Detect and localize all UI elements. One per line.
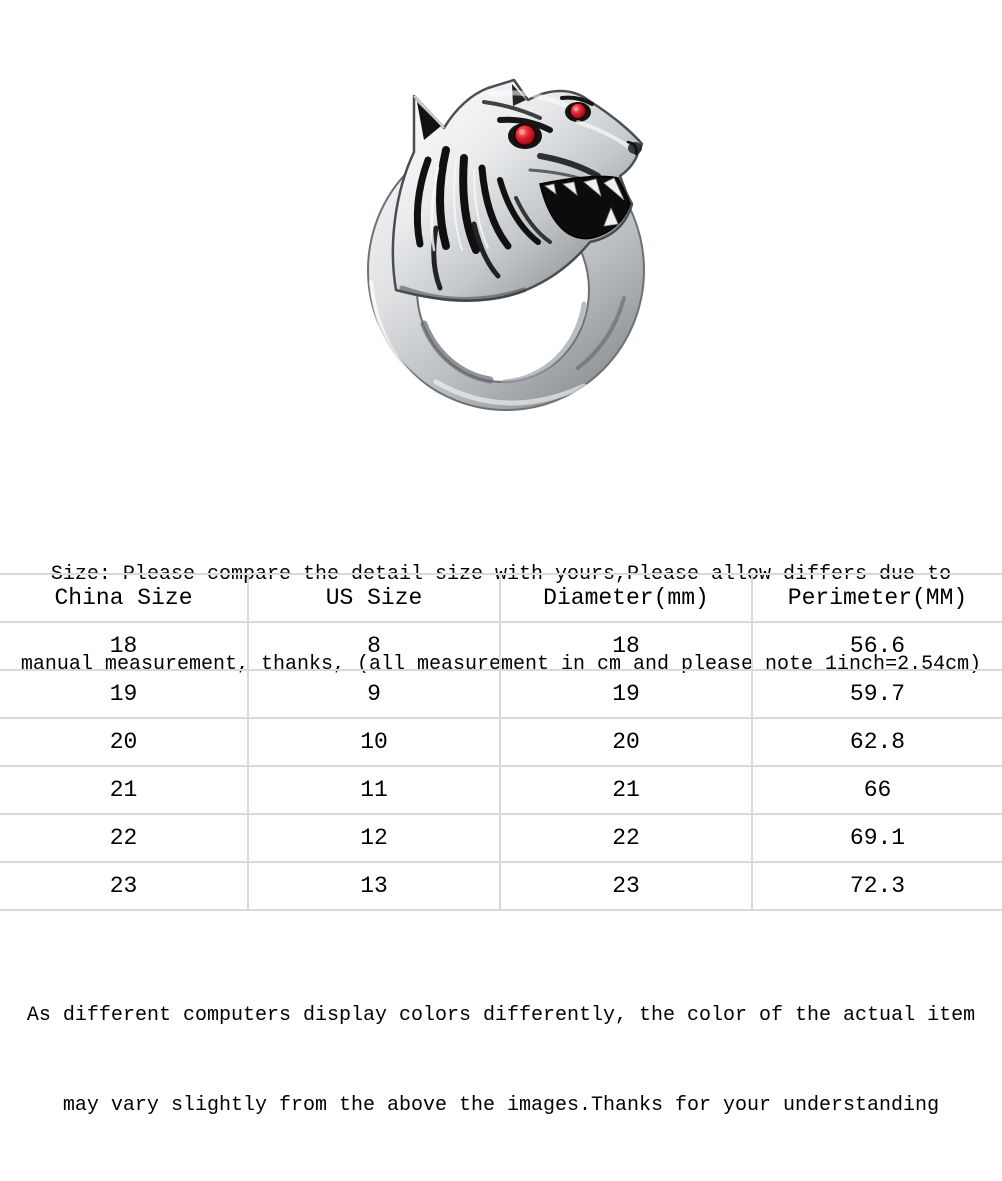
table-cell: 11 (248, 766, 500, 814)
table-cell: 56.6 (752, 622, 1002, 670)
size-table-body (0, 622, 1002, 910)
table-cell: 20 (0, 718, 248, 766)
size-table-header-cell: Perimeter(MM) (752, 574, 1002, 622)
table-cell: 59.7 (752, 670, 1002, 718)
disclaimer-line2: may vary slightly from the above the images.Thanks for your understanding (62, 1094, 940, 1117)
table-row (0, 718, 1002, 766)
table-cell: 8 (248, 622, 500, 670)
table-cell: 13 (248, 862, 500, 910)
size-note-line1: Size: Please compare the detail size with yours,Please allow differs due to (50, 563, 952, 586)
color-disclaimer (0, 941, 1002, 1181)
table-row (0, 766, 1002, 814)
table-cell: 62.8 (752, 718, 1002, 766)
disclaimer-line1: As different computers display colors differently, the color of the actual item (26, 1004, 976, 1027)
table-row (0, 670, 1002, 718)
table-cell: 21 (0, 766, 248, 814)
table-cell: 12 (248, 814, 500, 862)
table-cell: 18 (500, 622, 752, 670)
table-row (0, 862, 1002, 910)
table-cell: 18 (0, 622, 248, 670)
wolf-ring-illustration (278, 38, 728, 458)
table-cell: 22 (0, 814, 248, 862)
size-table-header-cell: China Size (0, 574, 248, 622)
size-table-header-cell: US Size (248, 574, 500, 622)
table-row (0, 814, 1002, 862)
table-cell: 66 (752, 766, 1002, 814)
table-cell: 22 (500, 814, 752, 862)
table-cell: 69.1 (752, 814, 1002, 862)
table-cell: 23 (500, 862, 752, 910)
size-note-line2: manual measurement, thanks, (all measurement in cm and please note 1inch=2.54cm) (20, 653, 982, 676)
wolf-eye-far (565, 102, 591, 122)
table-cell: 19 (0, 670, 248, 718)
size-table (0, 573, 1002, 911)
size-table-header-cell: Diameter(mm) (500, 574, 752, 622)
table-cell: 9 (248, 670, 500, 718)
table-cell: 23 (0, 862, 248, 910)
table-cell: 20 (500, 718, 752, 766)
table-cell: 19 (500, 670, 752, 718)
table-cell: 21 (500, 766, 752, 814)
table-cell: 10 (248, 718, 500, 766)
table-cell: 72.3 (752, 862, 1002, 910)
table-row (0, 622, 1002, 670)
size-table-header-row (0, 574, 1002, 622)
wolf-eye-near (508, 123, 542, 149)
product-photo-wolf-ring (278, 38, 728, 458)
